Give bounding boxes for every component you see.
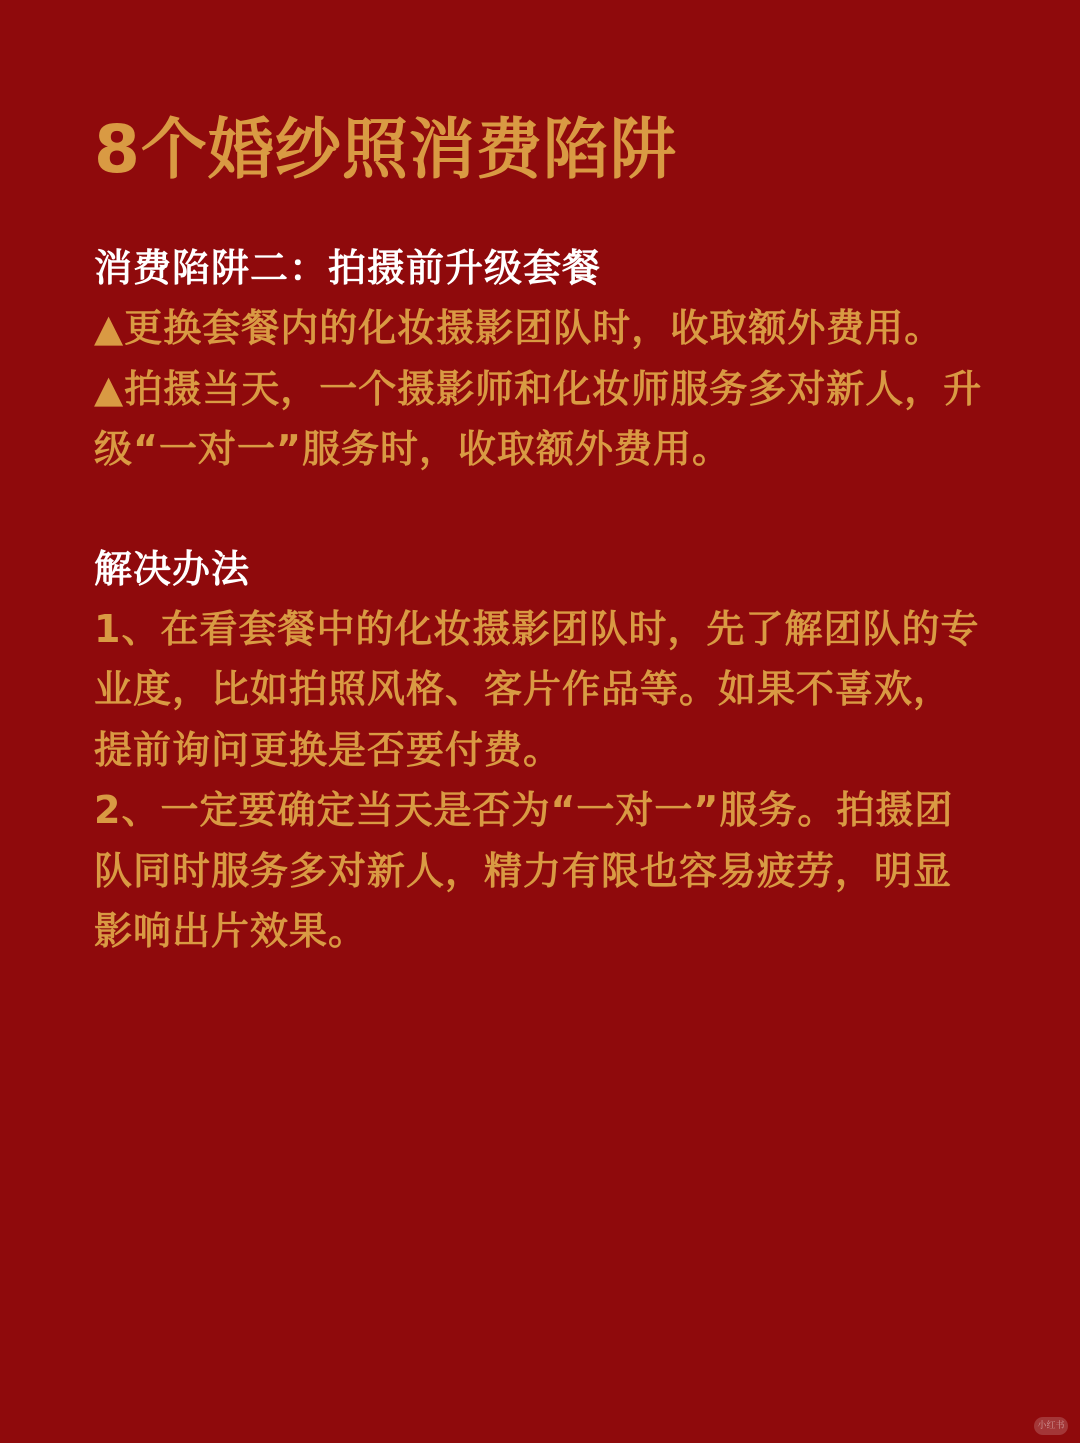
solution-item-1: 1、在看套餐中的化妆摄影团队时，先了解团队的专业度，比如拍照风格、客片作品等。如果不喜欢，提前询问更换是否要付费。 <box>94 606 980 772</box>
article-body <box>94 238 986 962</box>
section-heading-trap: 消费陷阱二：拍摄前升级套餐 <box>94 246 602 290</box>
watermark-logo: 小红书 <box>1034 1417 1068 1435</box>
section-heading-solution: 解决办法 <box>94 546 251 591</box>
section-spacer <box>94 480 986 539</box>
page-title: 8个婚纱照消费陷阱 <box>94 111 677 188</box>
trap-item-2: ▲拍摄当天，一个摄影师和化妆师服务多对新人，升级“一对一”服务时，收取额外费用。 <box>94 366 983 471</box>
solution-item-2: 2、一定要确定当天是否为“一对一”服务。拍摄团队同时服务多对新人，精力有限也容易疲劳，明显影响出片效果。 <box>94 788 954 953</box>
trap-item-1: ▲更换套餐内的化妆摄影团队时，收取额外费用。 <box>94 306 944 350</box>
